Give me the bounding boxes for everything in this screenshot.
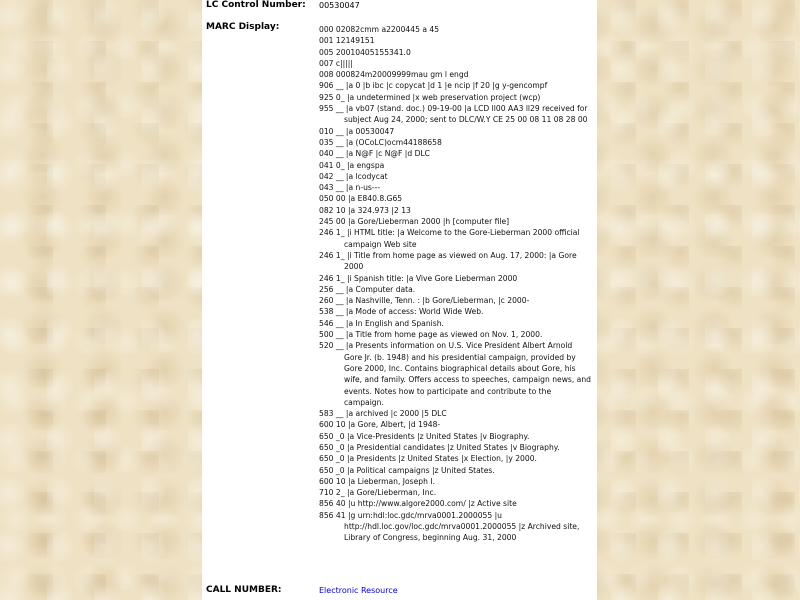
marc-field: 906 __ |a 0 |b ibc |c copycat |d 1 |e ncip |f 20 |g y-gencompf: [319, 81, 548, 91]
marc-field: 600 10 |a Gore, Albert, |d 1948-: [319, 420, 441, 430]
marc-field: 600 10 |a Lieberman, Joseph I.: [319, 476, 436, 486]
marc-field: 650 _0 |a Vice-Presidents |z United States |v Biography.: [319, 431, 530, 441]
marc-field: 040 __ |a N@F |c N@F |d DLC: [319, 149, 430, 159]
marc-field: 955 __ |a vb07 (stand. doc.) 09-19-00 |a LCD ll00 AA3 ll29 received for subject Aug 24, 2000; sent to DLC/W.Y CE 25 00 08 11 08 28 00: [319, 104, 588, 125]
marc-field: 856 40 |u http://www.algore2000.com/ |z Active site: [319, 499, 517, 509]
marc-field: 082 10 |a 324.973 |2 13: [319, 205, 411, 215]
marc-field: 650 _0 |a Presidents |z United States |x Election, |y 2000.: [319, 454, 537, 464]
marc-field: 010 __ |a 00530047: [319, 126, 395, 136]
lccn-value: 00530047: [319, 1, 360, 10]
marc-field: 042 __ |a lcodycat: [319, 171, 388, 181]
marc-field: 246 1_ |i HTML title: |a Welcome to the Gore-Lieberman 2000 official campaign Web site: [319, 228, 580, 249]
marc-field: 050 00 |a E840.8.G65: [319, 194, 403, 204]
marc-field: 246 1_ |i Title from home page as viewed on Aug. 17, 2000: |a Gore 2000: [319, 250, 577, 272]
marc-field: 925 0_ |a undetermined |x web preservation project (wcp): [319, 92, 541, 102]
marc-field: 650 _0 |a Political campaigns |z United States.: [319, 465, 495, 475]
marc-field: 043 __ |a n-us---: [319, 183, 381, 193]
marc-field: 256 __ |a Computer data.: [319, 284, 416, 294]
marc-field: 520 __ |a Presents information on U.S. Vice President Albert Arnold Gore Jr. (b. 1948) and his presidential campaign, provided by Gore 2000, Inc. Contains biographical details about Gore, his wife, and family. Offers access to speeches, campaign news, and events. Notes how to participate and contribute to the campaign.: [319, 341, 591, 407]
record-sheet: [202, 0, 597, 600]
lccn-label: LC Control Number:: [206, 0, 306, 10]
marc-field: 500 __ |a Title from home page as viewed on Nov. 1, 2000.: [319, 330, 543, 340]
marc-field: 583 __ |a archived |c 2000 |5 DLC: [319, 409, 447, 419]
marc-field: 260 __ |a Nashville, Tenn. : |b Gore/Lieberman, |c 2000-: [319, 296, 530, 306]
marc-field: 546 __ |a In English and Spanish.: [319, 318, 444, 328]
marc-field: 035 __ |a (OCoLC)ocm44188658: [319, 137, 442, 147]
marc-field-list: [319, 24, 591, 544]
marc-field: 245 00 |a Gore/Lieberman 2000 |h [computer file]: [319, 217, 510, 227]
marc-field: 710 2_ |a Gore/Lieberman, Inc.: [319, 488, 437, 498]
marc-field: 246 1_ |i Spanish title: |a Vive Gore Lieberman 2000: [319, 273, 518, 283]
marc-field: 538 __ |a Mode of access: World Wide Web.: [319, 307, 484, 317]
marc-field: 008 000824m20009999mau gm l engd: [319, 70, 469, 80]
marc-field: 001 12149151: [319, 36, 375, 46]
marc-label: MARC Display:: [206, 22, 280, 32]
marc-field: 007 c|||||: [319, 58, 353, 68]
marc-field: 005 20010405155341.0: [319, 47, 411, 57]
electronic-resource-link[interactable]: Electronic Resource: [319, 586, 398, 595]
marc-field: 000 02082cmm a2200445 a 45: [319, 25, 440, 34]
call-number-label: CALL NUMBER:: [206, 585, 282, 595]
marc-field: 041 0_ |a engspa: [319, 160, 385, 170]
marc-field: 856 41 |g urn:hdl:loc.gdc/mrva0001.2000055 |u http://hdl.loc.gov/loc.gdc/mrva0001.2000055 |z Archived site, Library of Congress, beginning Aug. 31, 2000: [319, 510, 580, 543]
marc-field: 650 _0 |a Presidential candidates |z United States |v Biography.: [319, 442, 560, 452]
